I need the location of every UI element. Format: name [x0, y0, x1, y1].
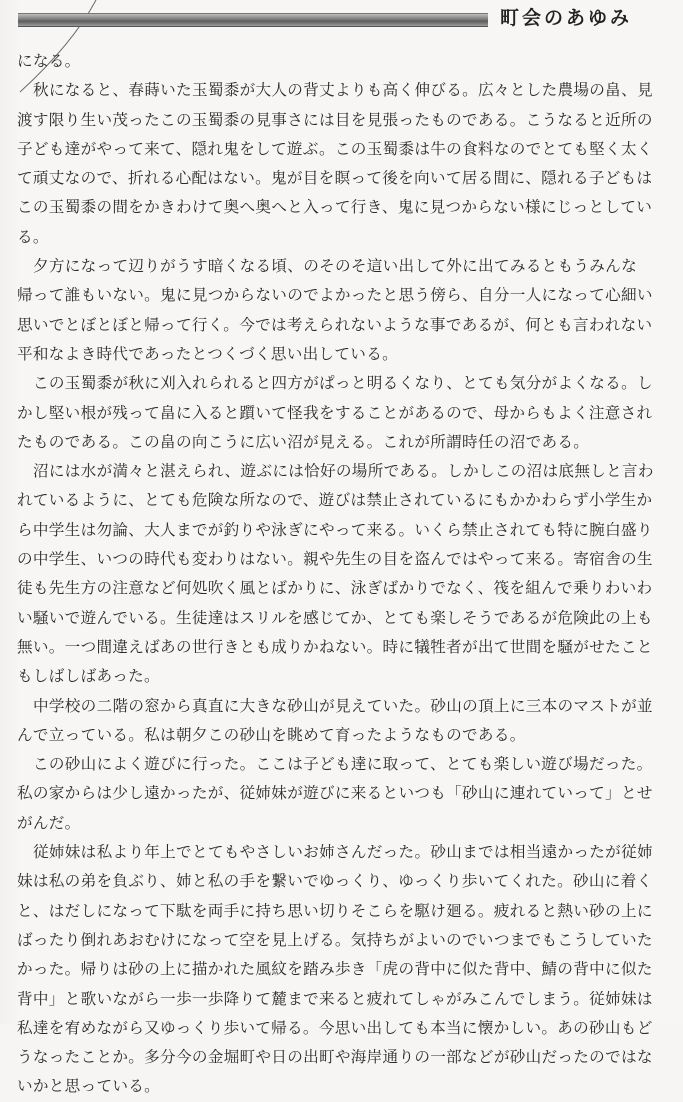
- text-line: もしばしばあった。: [17, 667, 160, 686]
- text-line: ばったり倒れあおむけになって空を見上げる。気持ちがよいのでいつまでもこうしていた: [17, 930, 653, 949]
- text-line: 従姉妹は私より年上でとてもやさしいお姉さんだった。砂山までは相当遠かったが従姉: [33, 843, 653, 862]
- text-line: 妹は私の弟を負ぶり、姉と私の手を繋いでゆっくり、ゆっくり歩いてくれた。砂山に着く: [17, 872, 653, 891]
- text-line: の中学生、いつの時代も変わりはない。親や先生の目を盗んではやって来る。寄宿舎の生: [17, 550, 653, 569]
- essay-body: [17, 47, 677, 1102]
- text-line: 思いでとぼとぼと帰って行く。今では考えられないような事であるが、何とも言われない: [17, 315, 653, 334]
- text-line: 渡す限り生い茂ったこの玉蜀黍の見事さには目を見張ったものである。こうなると近所の: [17, 110, 653, 129]
- text-line: 無い。一つ間違えばあの世行きとも成りかねない。時に犠牲者が出て世間を騒がせたこと: [17, 637, 653, 656]
- text-line: れているように、とても危険な所なので、遊びは禁止されているにもかかわらず小学生か: [17, 491, 653, 510]
- text-line: いかと思っている。: [17, 1077, 161, 1096]
- text-line: る。: [17, 227, 49, 246]
- text-line: 沼には水が満々と湛えられ、遊ぶには恰好の場所である。しかしこの沼は底無しと言わ: [33, 462, 654, 481]
- text-line: がんだ。: [17, 813, 81, 832]
- text-line: うなったことか。多分今の金堀町や日の出町や海岸通りの一部などが砂山だったのではな: [17, 1048, 653, 1067]
- text-line: この玉蜀黍が秋に刈入れられると四方がぱっと明るくなり、とても気分がよくなる。し: [33, 374, 653, 393]
- text-line: 中学校の二階の窓から真直に大きな砂山が見えていた。砂山の頂上に三本のマストが並: [33, 696, 653, 715]
- text-line: この玉蜀黍の間をかきわけて奥へ奥へと入って行き、鬼に見つからない様にじっとしてい: [17, 198, 653, 217]
- text-line: と、はだしになって下駄を両手に持ち思い切りそこらを駆け廻る。疲れると熱い砂の上に: [17, 901, 653, 920]
- text-line: 私達を宥めながら又ゆっくり歩いて帰る。今思い出しても本当に懐かしい。あの砂山もど: [17, 1018, 653, 1037]
- text-line: 子ども達がやって来て、隠れ鬼をして遊ぶ。この玉蜀黍は牛の食料なのでとても堅く太く: [17, 139, 653, 158]
- text-line: たものである。この畠の向こうに広い沼が見える。これが所謂時任の沼である。: [17, 432, 590, 451]
- text-line: になる。: [17, 52, 81, 70]
- text-line: この砂山によく遊びに行った。ここは子ども達に取って、とても楽しい遊び場だった。: [33, 755, 653, 774]
- text-line: 徒も先生方の注意など何処吹く風とばかりに、泳ぎばかりでなく、筏を組んで乗りわいわ: [17, 579, 653, 598]
- section-title: 町会のあゆみ: [500, 7, 633, 29]
- text-line: 背中」と歌いながら一歩一歩降りて麓まで来ると疲れてしゃがみこんでしまう。従姉妹は: [17, 989, 653, 1008]
- text-line: かった。帰りは砂の上に描かれた風紋を踏み歩き「虎の背中に似た背中、鯖の背中に似た: [17, 960, 653, 979]
- text-line: 秋になると、春蒔いた玉蜀黍が大人の背丈よりも高く伸びる。広々とした農場の畠、見: [33, 81, 653, 100]
- header-rule-bar: [18, 13, 488, 27]
- text-line: 夕方になって辺りがうす暗くなる頃、のそのそ這い出して外に出てみるともうみんな: [33, 257, 637, 276]
- text-line: ら中学生は勿論、大人までが釣りや泳ぎにやって来る。いくら禁止されても特に腕白盛り: [17, 520, 653, 539]
- text-line: 私の家からは少し遠かったが、従姉妹が遊びに来るといつも「砂山に連れていって」とせ: [17, 784, 653, 803]
- text-line: かし堅い根が残って畠に入ると躓いて怪我をすることがあるので、母からもよく注意され: [17, 403, 653, 422]
- text-line: んで立っている。私は朝夕この砂山を眺めて育ったようなものである。: [17, 725, 526, 744]
- text-line: て頑丈なので、折れる心配はない。鬼が目を瞑って後を向いて居る間に、隠れる子どもは: [17, 169, 653, 188]
- text-line: 平和なよき時代であったとつくづく思い出している。: [17, 344, 398, 363]
- text-line: 帰って誰もいない。鬼に見つからないのでよかったと思う傍ら、自分一人になって心細い: [17, 286, 653, 305]
- text-line: い騒いで遊んでいる。生徒達はスリルを感じてか、とても楽しそうであるが危険此の上も: [17, 608, 653, 627]
